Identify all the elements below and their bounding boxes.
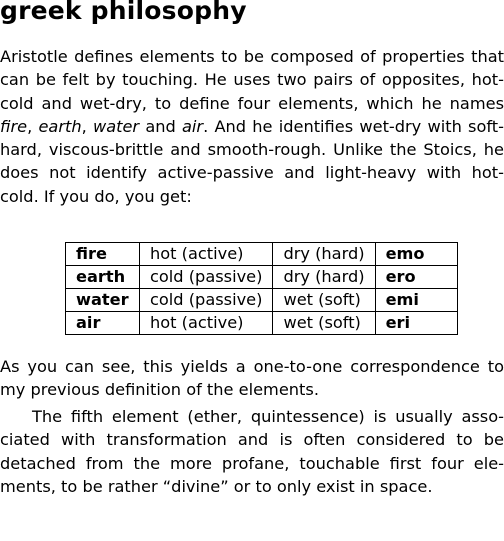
moisture-cell: dry (hard) bbox=[273, 266, 375, 289]
term-water: water bbox=[92, 116, 140, 136]
temperature-cell: cold (passive) bbox=[140, 289, 273, 312]
temperature-cell: hot (active) bbox=[140, 243, 273, 266]
code-cell: emo bbox=[375, 243, 457, 266]
table-row bbox=[66, 289, 458, 312]
term-earth: earth bbox=[38, 116, 82, 136]
term-air: air bbox=[182, 116, 204, 136]
intro-text-start: Aristotle defines elements to be composed of properties that can be felt by touching. He uses two pairs of opposites, hot-cold and wet-dry, to define four elements, which he names bbox=[0, 47, 504, 113]
moisture-cell: wet (soft) bbox=[273, 289, 375, 312]
correspondence-paragraph: As you can see, this yields a one-to-one correspondence to my previous definition of the elements. bbox=[0, 357, 504, 400]
element-name-cell: fire bbox=[66, 243, 140, 266]
temperature-cell: cold (passive) bbox=[140, 266, 273, 289]
fifth-element-paragraph: The fifth element (ether, quintessence) is usually associated with transformation and is often considered to be detached from the more profane, touchable first four elements, to be rather “divine” or to only exist in space. bbox=[0, 407, 504, 496]
moisture-cell: wet (soft) bbox=[273, 312, 375, 335]
intro-text-end: . And he identifies wet-dry with soft-hard, viscous-brittle and smooth-rough. Unlike the Stoics, he does not identify active-passive and light-heavy with hot-cold. If you do, you get: bbox=[0, 116, 504, 206]
temperature-cell: hot (active) bbox=[140, 312, 273, 335]
table-row bbox=[66, 266, 458, 289]
table-row bbox=[66, 243, 458, 266]
elements-table bbox=[65, 242, 458, 335]
moisture-cell: dry (hard) bbox=[273, 243, 375, 266]
code-cell: eri bbox=[375, 312, 457, 335]
element-name-cell: water bbox=[66, 289, 140, 312]
intro-separator: , bbox=[81, 116, 93, 136]
element-name-cell: air bbox=[66, 312, 140, 335]
code-cell: emi bbox=[375, 289, 457, 312]
intro-separator: , bbox=[27, 116, 39, 136]
code-cell: ero bbox=[375, 266, 457, 289]
intro-separator: and bbox=[139, 116, 182, 136]
table-row bbox=[66, 312, 458, 335]
element-name-cell: earth bbox=[66, 266, 140, 289]
page-title: greek philosophy bbox=[0, 0, 247, 25]
intro-paragraph bbox=[0, 45, 504, 208]
term-fire: fire bbox=[0, 116, 28, 136]
